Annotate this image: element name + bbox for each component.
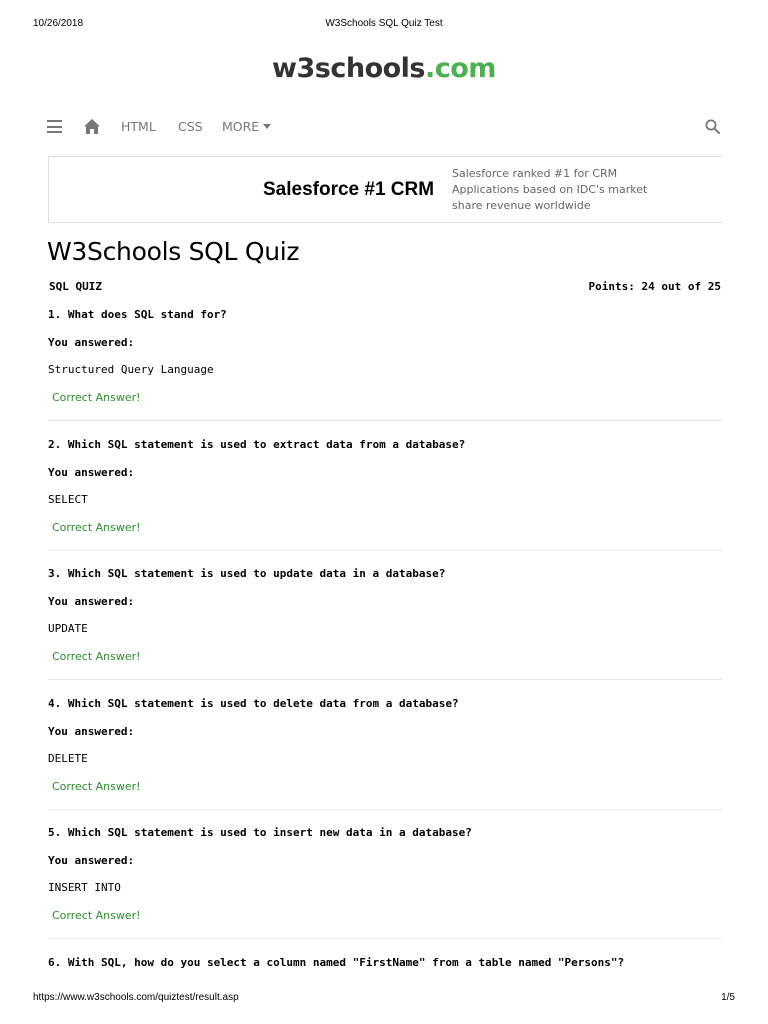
question-text: 2. Which SQL statement is used to extract data from a database? — [48, 437, 466, 451]
user-answer: SELECT — [48, 492, 88, 506]
question-text: 3. Which SQL statement is used to update data in a database? — [48, 567, 446, 580]
print-page-number: 1/5 — [721, 992, 735, 1003]
question-divider — [48, 550, 722, 551]
print-footer — [33, 992, 735, 1006]
you-answered-label: You answered: — [48, 595, 135, 608]
answer-result: Correct Answer! — [52, 391, 141, 404]
user-answer: Structured Query Language — [48, 363, 214, 376]
nav-item-css[interactable]: CSS — [178, 119, 203, 134]
answer-result: Correct Answer! — [52, 909, 141, 922]
quiz-question-item — [48, 821, 722, 951]
answer-result: Correct Answer! — [52, 779, 141, 793]
quiz-question-item — [48, 562, 722, 692]
you-answered-label: You answered: — [48, 465, 135, 479]
ad-banner[interactable] — [48, 156, 722, 223]
answer-result: Correct Answer! — [52, 650, 141, 663]
quiz-label: SQL QUIZ — [49, 280, 102, 293]
user-answer: UPDATE — [48, 622, 88, 635]
caret-down-icon — [263, 124, 271, 129]
menu-icon[interactable] — [47, 120, 62, 133]
question-text: 6. With SQL, how do you select a column named "FirstName" from a table named "Persons"? — [48, 955, 625, 969]
quiz-question-item — [48, 433, 722, 563]
print-doc-title: W3Schools SQL Quiz Test — [325, 18, 443, 29]
you-answered-label: You answered: — [48, 336, 135, 349]
quiz-question-item — [48, 303, 722, 433]
user-answer: INSERT INTO — [48, 881, 121, 894]
answer-result: Correct Answer! — [52, 520, 141, 534]
question-divider — [48, 679, 722, 680]
quiz-question-item — [48, 692, 722, 822]
question-divider — [48, 938, 722, 939]
question-text: 5. Which SQL statement is used to insert new data in a database? — [48, 826, 472, 839]
question-text: 1. What does SQL stand for? — [48, 308, 227, 321]
quiz-question-list — [48, 303, 722, 1024]
page-title: W3Schools SQL Quiz — [47, 237, 300, 266]
nav-item-more-label: MORE — [222, 119, 260, 134]
nav-item-html[interactable]: HTML — [121, 119, 156, 134]
question-text: 4. Which SQL statement is used to delete data from a database? — [48, 696, 459, 710]
question-divider — [48, 809, 722, 810]
quiz-points: Points: 24 out of 25 — [588, 280, 721, 293]
you-answered-label: You answered: — [48, 854, 135, 867]
quiz-question-item — [48, 951, 722, 1024]
print-date: 10/26/2018 — [33, 18, 84, 29]
ad-headline: Salesforce #1 CRM — [263, 179, 435, 200]
w3schools-logo[interactable] — [0, 52, 768, 86]
you-answered-label: You answered: — [48, 724, 135, 738]
top-navigation — [47, 112, 722, 142]
print-header — [33, 18, 735, 32]
home-icon[interactable] — [84, 119, 100, 134]
user-answer: DELETE — [48, 751, 88, 765]
logo-tld-text: .com — [425, 53, 496, 84]
question-divider — [48, 420, 722, 421]
logo-main-text: w3schools — [272, 53, 425, 84]
search-icon[interactable] — [705, 119, 720, 134]
print-url: https://www.w3schools.com/quiztest/result.asp — [33, 992, 239, 1003]
ad-description: Salesforce ranked #1 for CRM Applications based on IDC's market share revenue worldwide — [452, 167, 648, 212]
nav-item-more[interactable] — [222, 119, 271, 135]
